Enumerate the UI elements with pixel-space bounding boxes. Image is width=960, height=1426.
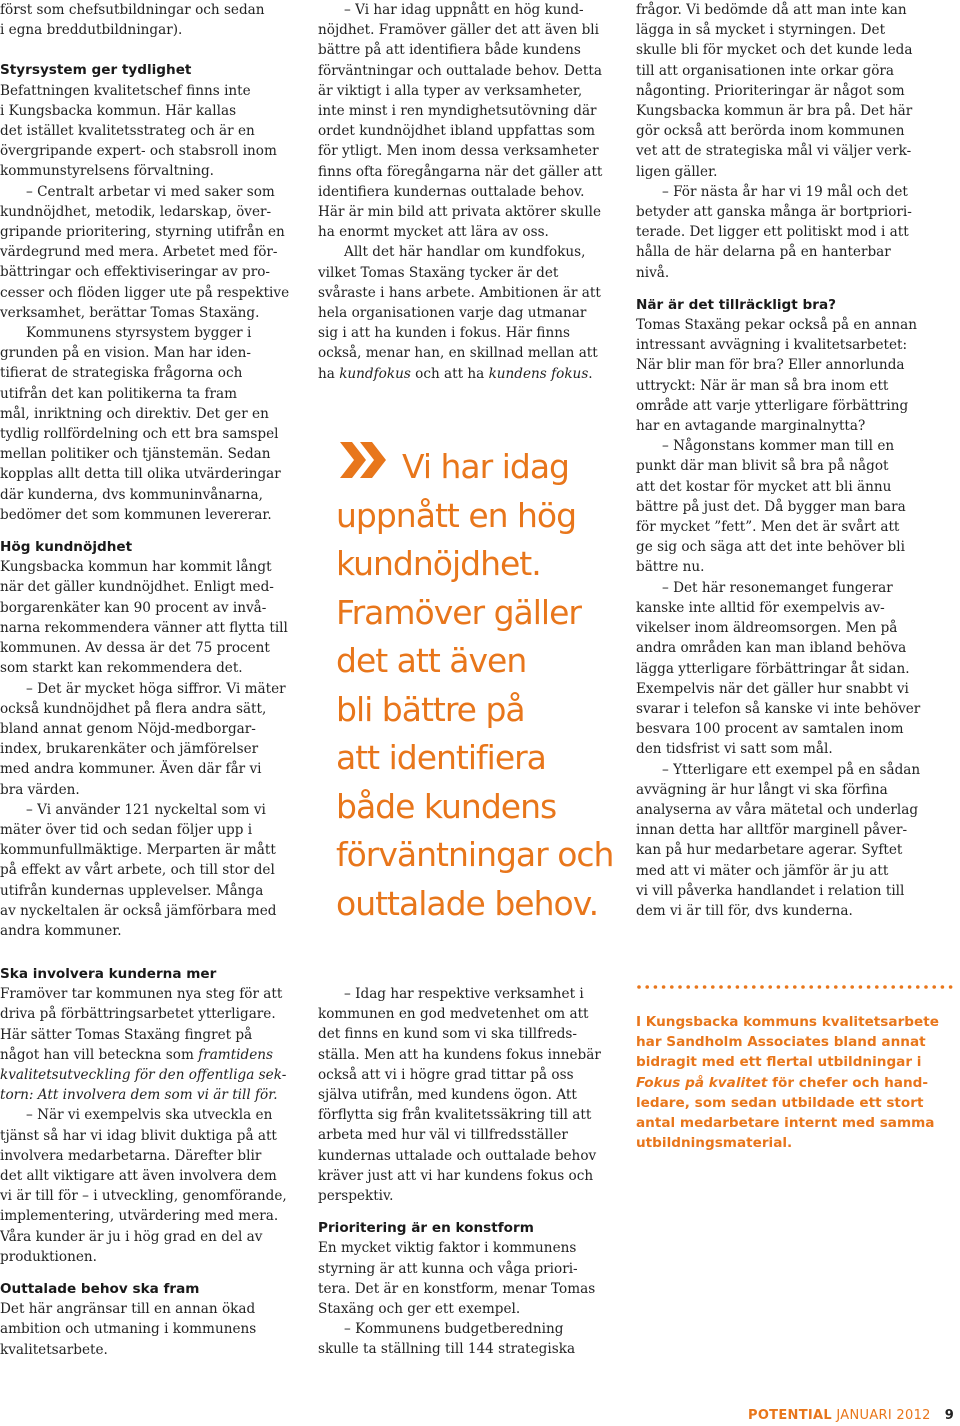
text-line: värdegrund med mera. Arbetet med för- [0, 244, 278, 261]
divider-dot [932, 985, 936, 989]
divider-dot [891, 985, 895, 989]
divider-dot [826, 985, 830, 989]
text-line: när det gäller kundnöjdhet. Enligt med- [0, 579, 274, 596]
text-line: borgarenkäter kan 90 procent av invå- [0, 599, 267, 616]
text-line: besvara 100 procent av samtalen inom [636, 721, 904, 738]
text-line: kundernas uttalade och outtalade behov [318, 1147, 597, 1164]
text-line: andra kommuner. [0, 922, 122, 939]
text-line: gör också att berörda inom kommunen [636, 123, 905, 140]
text-line: – För nästa år har vi 19 mål och det [662, 183, 908, 200]
text-line: den tidsfrist vi satt som mål. [636, 741, 833, 758]
text-line: i egna breddutbildningar). [0, 22, 183, 39]
pull-quote-line: förväntningar och [336, 835, 614, 874]
text-line: kommunen. Av dessa är det 75 procent [0, 640, 270, 657]
text-line: ambition och utmaning i kommunens [0, 1321, 257, 1338]
text-line: styrning är att kunna och våga priori- [318, 1260, 578, 1277]
text-line: där kunderna, dvs kommuninvånarna, [0, 486, 263, 503]
text-line: – Kommunens budgetberedning [344, 1321, 564, 1338]
divider-dot [834, 985, 838, 989]
issue-date: JANUARI 2012 [831, 1408, 931, 1423]
text-line: det finns en kund som vi ska tillfreds- [318, 1026, 578, 1043]
text-line: bra värden. [0, 781, 80, 798]
text-line: har en avtagande marginalnytta? [636, 418, 866, 435]
divider-dot [768, 985, 772, 989]
text-line: kommunfullmäktige. Merparten är mått [0, 842, 276, 859]
text-line: utifrån det kan politikerna ta fram [0, 385, 237, 402]
text-line: kommunstyrelsens förvaltning. [0, 163, 214, 180]
text-line: – Ytterligare ett exempel på en sådan [662, 761, 921, 778]
divider-dot [850, 985, 854, 989]
text-line: Kommunens styrsystem bygger i [26, 325, 252, 342]
section-heading-prioritering: Prioritering är en konstform [318, 1220, 534, 1237]
divider-dot [883, 985, 887, 989]
text-line: ställa. Men att ha kundens fokus innebär [318, 1046, 601, 1063]
text-line: nivå. [636, 264, 670, 281]
column-2 [318, 0, 618, 384]
paragraph [0, 1105, 300, 1267]
text-line: – Vi använder 121 nyckeltal som vi [26, 801, 266, 818]
text-line: bättre på att identifiera både kundens [318, 42, 581, 59]
text-line: uttryckt: När är man så bra inom ett [636, 377, 889, 394]
text-line: – Vi har idag uppnått en hög kund- [344, 2, 584, 18]
page-footer [748, 1408, 954, 1424]
dotted-divider [636, 984, 956, 990]
divider-dot [670, 985, 674, 989]
text-line: frågor. Vi bedömde då att man inte kan [636, 2, 907, 18]
text-line: finns ofta föregångarna när det gäller att [318, 163, 603, 180]
text-line: dem vi är till för, dvs kunderna. [636, 902, 853, 919]
text-line: avvägning är hur långt vi ska förfina [636, 781, 888, 798]
divider-dot [637, 985, 641, 989]
text-line: kopplas allt detta till olika utvärderingar [0, 466, 281, 483]
text-line: Kungsbacka kommun har kommit långt [0, 559, 272, 576]
paragraph [636, 760, 956, 922]
pull-quote [336, 438, 626, 928]
text-line: bedömer det som kommunen levererar. [0, 506, 272, 523]
text-line: mäter över tid och sedan följer upp i [0, 821, 253, 838]
text-line: på effekt av vårt arbete, och till stor del [0, 862, 275, 879]
paragraph [0, 1299, 300, 1360]
text-line: som starkt kan rekommendera det. [0, 660, 243, 677]
text-line: hålla de här delarna på en hanterbar [636, 244, 891, 261]
text-line: någonting. Prioriteringar är något som [636, 82, 905, 99]
divider-dot [867, 985, 871, 989]
pull-quote-line: outtalade behov. [336, 883, 599, 923]
paragraph: Framöver tar kommunen nya steg för att driva på förbättringsarbetet ytterligare. Här sätter Tomas Staxäng fingret på något han vill beteckna som framtidens kvalitetsutveckling för den offentliga sek- torn: Att involvera dem som vi är till för. [0, 986, 287, 1104]
text-line: också att vi i högre grad tittar på oss [318, 1066, 574, 1083]
text-line: också kundnöjdhet på flera andra sätt, [0, 700, 267, 717]
text-line: index, brukarenkäter och jämförelser [0, 741, 259, 758]
divider-dot [859, 985, 863, 989]
text-line: tera. Det är en konstform, menar Tomas [318, 1280, 596, 1297]
paragraph [318, 1238, 618, 1319]
paragraph [318, 984, 618, 1206]
pull-quote-line: uppnått en hög [336, 495, 577, 535]
text-line: bättringar och effektiviseringar av pro- [0, 264, 270, 281]
paragraph [636, 315, 956, 436]
text-line: innan detta har alltför marginell påver- [636, 822, 908, 839]
text-line: kanske inte alltid för exempelvis av- [636, 599, 885, 616]
pull-quote-line: bli bättre på [336, 689, 525, 729]
text-line: ordet kundnöjdhet ibland uppfattas som [318, 123, 596, 140]
text-line: cesser och flöden ligger ute på respektive [0, 284, 290, 301]
text-line: mellan politiker och tjänstemän. Sedan [0, 446, 271, 463]
text-line: perspektiv. [318, 1188, 394, 1205]
text-line: – Det här resonemanget fungerar [662, 579, 893, 596]
text-line: implementering, utvärdering med mera. [0, 1208, 279, 1225]
divider-dot [777, 985, 781, 989]
text-line: skulle ta ställning till 144 strategiska [318, 1341, 576, 1358]
text-line: kvalitetsarbete. [0, 1341, 108, 1358]
text-line: produktionen. [0, 1248, 97, 1265]
text-line: förväntningar och outtalade behov. Detta [318, 62, 602, 79]
divider-dot [908, 985, 912, 989]
text-line: verksamhet, berättar Tomas Staxäng. [0, 304, 260, 321]
text-line: Det här angränsar till en annan ökad [0, 1301, 256, 1318]
text-line: nöjdhet. Framöver gäller det att även bli [318, 22, 599, 39]
divider-dot [785, 985, 789, 989]
text-line: narna rekommendera vänner att flytta till [0, 619, 288, 636]
text-line: kräver just att vi har kundens fokus och [318, 1167, 594, 1184]
text-line: punkt där man blivit så bra på något [636, 458, 889, 475]
divider-dot [900, 985, 904, 989]
text-line: svarar i telefon så kanske vi inte behöver [636, 700, 921, 717]
text-line: gripande prioritering, styrning utifrån en [0, 224, 285, 241]
text-line: andra områden kan man ibland behöva [636, 640, 907, 657]
text-line: med att vi mäter och jämför är ju att [636, 862, 889, 879]
text-line: först som chefsutbildningar och sedan [0, 2, 265, 18]
divider-dot [793, 985, 797, 989]
divider-dot [809, 985, 813, 989]
text-line: vi vill påverka handlandet i relation till [636, 882, 905, 899]
text-line: Våra kunder är ju i hög grad en del av [0, 1228, 263, 1245]
paragraph [0, 800, 300, 941]
magazine-name: POTENTIAL [748, 1408, 832, 1423]
divider-dot [875, 985, 879, 989]
column-1-bottom [0, 964, 300, 1360]
divider-dot [711, 985, 715, 989]
text-line: till att organisationen inte orkar göra [636, 62, 894, 79]
divider-dot [727, 985, 731, 989]
text-line: med andra kommuner. Även där får vi [0, 761, 262, 778]
pull-quote-line: det att även [336, 641, 527, 680]
divider-dot [842, 985, 846, 989]
text-line: En mycket viktig faktor i kommunens [318, 1240, 577, 1257]
double-chevron-quote-icon [336, 438, 396, 482]
text-line: för ytligt. Men inom dessa verksamheter [318, 143, 599, 160]
paragraph [0, 323, 300, 525]
text-line: När blir man för bra? Eller annorlunda [636, 357, 905, 374]
text-line: – Någonstans kommer man till en [662, 438, 895, 455]
divider-dot [752, 985, 756, 989]
text-line: – Centralt arbetar vi med saker som [26, 183, 275, 200]
text-line: Befattningen kvalitetschef finns inte [0, 82, 251, 99]
text-line: intressant avvägning i kvalitetsarbetet: [636, 337, 908, 354]
text-line: lägga in så mycket i styrningen. Det [636, 22, 886, 39]
text-line: bättre nu. [636, 559, 705, 576]
divider-dot [924, 985, 928, 989]
text-line: övergripande expert- och stabsroll inom [0, 143, 277, 160]
paragraph: Allt det här handlar om kundfokus, vilket Tomas Staxäng tycker är det svåraste i hans arbete. Ambitionen är att hela organisationen varje dag utmanar sig i att ha kunden i fokus. Här finns också, menar han, en skillnad mellan att ha kundfokus och att ha kundens fokus. [318, 244, 601, 382]
text-line: i Kungsbacka kommun. Här kallas [0, 102, 237, 119]
text-line: ha enormt mycket att lära av oss. [318, 224, 549, 241]
divider-dot [949, 985, 953, 989]
text-line: Exempelvis när det gäller hur snabbt vi [636, 680, 909, 697]
pull-quote-line: kundnöjdhet. [336, 544, 541, 583]
text-line: kundnöjdhet, metodik, ledarskap, över- [0, 203, 272, 220]
section-heading-kundnojdhet: Hög kundnöjdhet [0, 539, 133, 556]
divider-dot [941, 985, 945, 989]
text-line: område att varje ytterligare förbättring [636, 397, 909, 414]
text-line: tydlig rollfördelning och ett bra samspel [0, 426, 279, 443]
paragraph [636, 0, 956, 182]
text-line: terade. Det ligger ett politiskt mod i att [636, 224, 909, 241]
text-line: ge sig och säga att det inte behöver bli [636, 539, 905, 556]
text-line: involvera medarbetarna. Därefter blir [0, 1147, 262, 1164]
text-line: betyder att ganska många är bortpriori- [636, 204, 912, 221]
section-heading-outtalade: Outtalade behov ska fram [0, 1281, 200, 1298]
text-line: analyserna av våra mätetal och underlag [636, 801, 919, 818]
text-line: Kungsbacka kommun är bra på. Det här [636, 103, 913, 120]
text-line: att det kostar för mycket att bli ännu [636, 478, 892, 495]
divider-dot [818, 985, 822, 989]
paragraph [0, 182, 300, 323]
divider-dot [736, 985, 740, 989]
divider-dot [678, 985, 682, 989]
text-line: grunden på en vision. Man har iden- [0, 345, 251, 362]
text-line: – När vi exempelvis ska utveckla en [26, 1107, 273, 1124]
text-line: mål, inriktning och direktiv. Det ger en [0, 405, 269, 422]
divider-dot [695, 985, 699, 989]
text-line: identifiera kundernas outtalade behov. [318, 183, 585, 200]
factbox: I Kungsbacka kommuns kvalitetsarbete har Sandholm Associates bland annat bidragit med ett flertal utbildningar i Fokus på kvalitet för chefer och hand- ledare, som sedan utbildade ett stort antal medarbetare internt med samma utbildningsmaterial. [636, 1014, 939, 1152]
text-line: kommunen en god medvetenhet om att [318, 1006, 589, 1023]
divider-dot [801, 985, 805, 989]
paragraph [636, 436, 956, 577]
text-line: utifrån kundernas upplevelser. Många [0, 882, 264, 899]
text-line: arbeta med hur väl vi tillfredsställer [318, 1127, 568, 1144]
column-1 [0, 0, 300, 941]
text-line: bland annat genom Nöjd-medborgar- [0, 720, 256, 737]
divider-dot [645, 985, 649, 989]
paragraph [0, 557, 300, 678]
text-line: ligen gäller. [636, 163, 718, 180]
column-3 [636, 0, 956, 921]
divider-dot [744, 985, 748, 989]
page-number: 9 [944, 1408, 955, 1423]
pull-quote-line: Framöver gäller [336, 592, 581, 632]
text-line: kan på hur medarbetare agerar. Syftet [636, 842, 903, 859]
text-line: inte minst i ren myndighetsutövning där [318, 103, 597, 120]
text-line: Staxäng och ger ett exempel. [318, 1301, 521, 1318]
paragraph [318, 0, 618, 242]
text-line: det allt viktigare att även involvera dem [0, 1168, 277, 1185]
text-line: förflytta sig från kvalitetssäkring till att [318, 1107, 592, 1124]
paragraph [636, 182, 956, 283]
divider-dot [916, 985, 920, 989]
text-line: det istället kvalitetsstrateg och är en [0, 123, 255, 140]
text-line: av nyckeltalen är också jämförbara med [0, 902, 277, 919]
pull-quote-line: både kundens [336, 786, 557, 826]
paragraph [0, 679, 300, 800]
divider-dot [703, 985, 707, 989]
divider-dot [662, 985, 666, 989]
pull-quote-line: Vi har idag [402, 447, 569, 486]
section-heading-involvera: Ska involvera kunderna mer [0, 966, 217, 982]
text-line: Tomas Staxäng pekar också på en annan [636, 317, 917, 334]
text-line: bättre på just det. Då bygger man bara [636, 498, 906, 515]
text-line: skulle bli för mycket och det kunde leda [636, 42, 913, 59]
paragraph [318, 1319, 618, 1359]
divider-dot [719, 985, 723, 989]
text-line: vet att de strategiska mål vi väljer verk- [636, 143, 912, 160]
text-line: är viktigt i alla typer av verksamheter, [318, 82, 583, 99]
section-heading-styrsystem: Styrsystem ger tydlighet [0, 62, 192, 79]
text-line: – Det är mycket höga siffror. Vi mäter [26, 680, 286, 697]
pull-quote-line: att identifiera [336, 738, 546, 777]
text-line: tifierat de strategiska frågorna och [0, 365, 243, 382]
text-line: själva utifrån, med kundens ögon. Att [318, 1087, 577, 1104]
text-line: för mycket ”fett”. Men det är svårt att [636, 519, 900, 536]
text-line: lägga ytterligare förbättringar åt sidan. [636, 660, 910, 677]
divider-dot [760, 985, 764, 989]
text-line: vikelser inom äldreomsorgen. Men på [636, 620, 898, 637]
text-line: tjänst så har vi idag blivit duktiga på att [0, 1127, 277, 1144]
paragraph [636, 578, 956, 760]
paragraph [0, 81, 300, 182]
divider-dot [654, 985, 658, 989]
text-line: vi är till för – i utveckling, genomförande, [0, 1188, 287, 1205]
section-heading-tillrackligt: När är det tillräckligt bra? [636, 296, 837, 313]
divider-dot [686, 985, 690, 989]
text-line: Här är min bild att privata aktörer skulle [318, 204, 602, 221]
text-line: – Idag har respektive verksamhet i [344, 986, 584, 1002]
intro-paragraph [0, 0, 300, 40]
column-2-bottom [318, 984, 618, 1360]
